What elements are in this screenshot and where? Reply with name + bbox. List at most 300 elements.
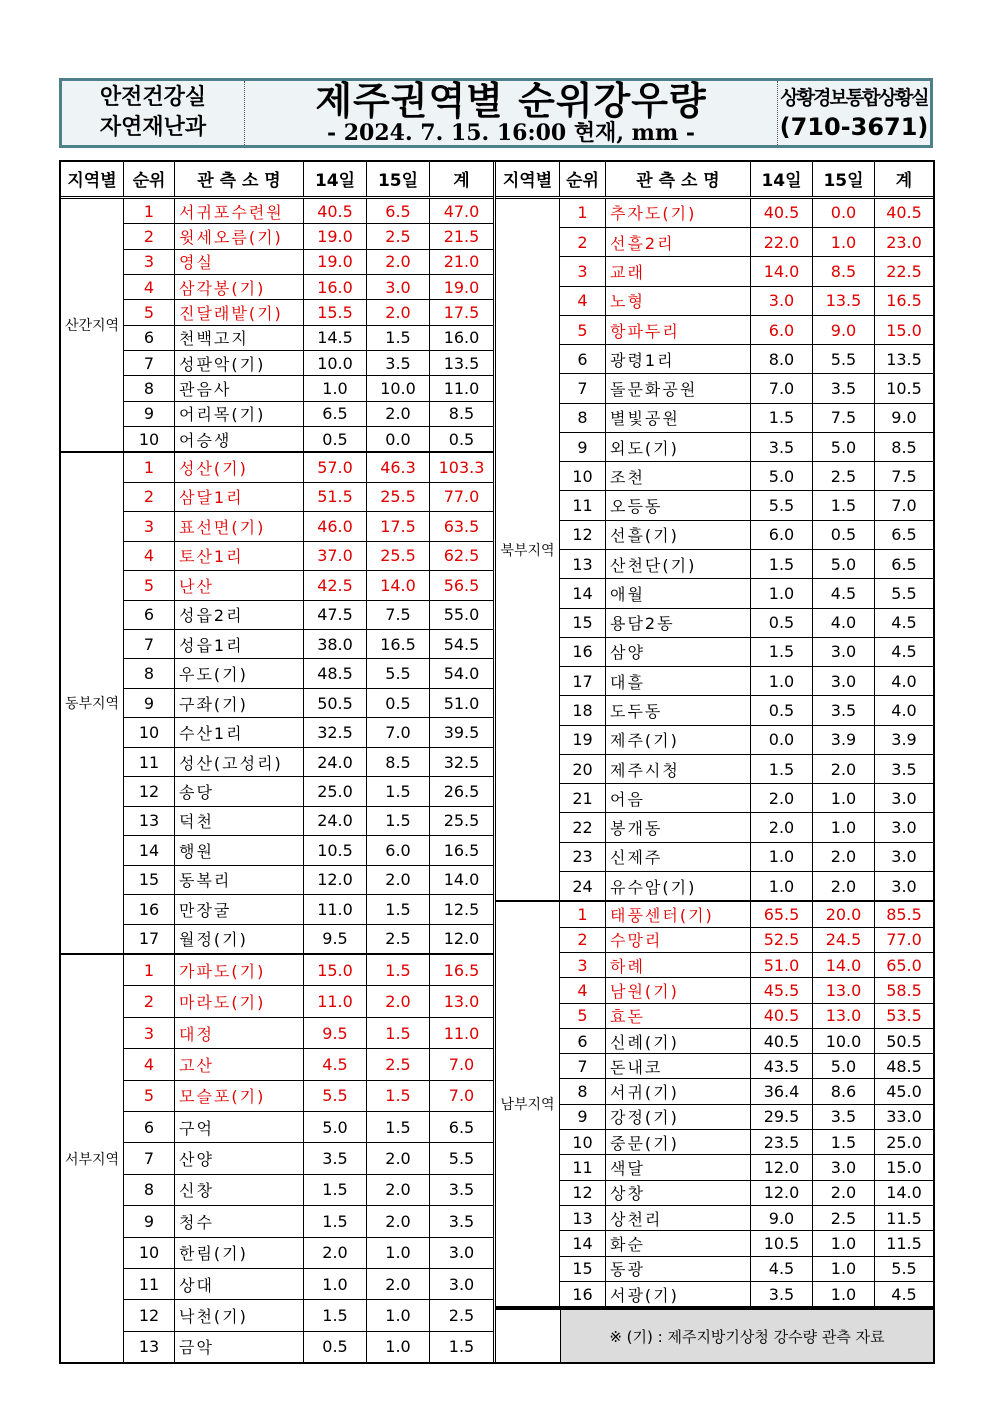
division-name: 자연재난과 bbox=[99, 115, 207, 140]
rank-cell: 12 bbox=[124, 777, 175, 805]
table-row bbox=[560, 257, 933, 286]
day14-cell: 48.5 bbox=[304, 659, 367, 687]
day15-cell: 2.0 bbox=[367, 1206, 430, 1236]
report-header bbox=[59, 78, 933, 148]
day14-cell: 38.0 bbox=[304, 630, 367, 658]
rank-cell: 17 bbox=[560, 667, 606, 695]
station-name-cell: 삼각봉(기) bbox=[175, 275, 304, 299]
station-name-cell: 제주시청 bbox=[606, 755, 751, 783]
region-rows bbox=[124, 199, 493, 451]
total-cell: 16.5 bbox=[443, 840, 480, 860]
rank-cell: 4 bbox=[124, 1049, 175, 1079]
station-name-cell: 한림(기) bbox=[175, 1238, 304, 1268]
station-name-cell: 제주(기) bbox=[606, 726, 751, 754]
table-header-row bbox=[61, 162, 493, 199]
day14-cell: 40.5 bbox=[751, 1004, 813, 1028]
table-row bbox=[560, 784, 933, 813]
table-row bbox=[560, 521, 933, 550]
total-cell: 56.5 bbox=[443, 575, 480, 595]
total-cell: 4.0 bbox=[891, 671, 917, 691]
table-row bbox=[124, 986, 493, 1017]
rank-cell: 4 bbox=[124, 542, 175, 570]
day14-cell: 1.0 bbox=[751, 872, 813, 900]
table-header-row bbox=[496, 162, 933, 199]
day14-cell: 23.5 bbox=[751, 1130, 813, 1154]
total-cell: 7.0 bbox=[891, 496, 917, 516]
table-row bbox=[560, 696, 933, 725]
total-cell: 25.5 bbox=[443, 811, 480, 831]
station-name-cell: 난산 bbox=[175, 571, 304, 599]
day14-cell: 6.0 bbox=[751, 521, 813, 549]
rank-cell: 21 bbox=[560, 784, 606, 812]
day14-cell: 12.0 bbox=[751, 1155, 813, 1179]
station-name-cell: 윗세오름(기) bbox=[175, 224, 304, 248]
day15-cell: 1.5 bbox=[367, 777, 430, 805]
total-cell: 85.5 bbox=[886, 904, 922, 924]
total-cell: 16.5 bbox=[886, 291, 922, 311]
day15-cell: 1.0 bbox=[813, 1231, 875, 1255]
total-cell: 4.0 bbox=[891, 700, 917, 720]
day14-cell: 3.5 bbox=[751, 1282, 813, 1306]
day14-cell: 4.5 bbox=[751, 1257, 813, 1281]
total-cell: 39.5 bbox=[443, 723, 480, 743]
rank-cell: 14 bbox=[124, 836, 175, 864]
table-row bbox=[560, 813, 933, 842]
station-name-cell: 구좌(기) bbox=[175, 689, 304, 717]
day15-cell: 13.5 bbox=[813, 287, 875, 315]
total-cell: 4.5 bbox=[891, 613, 917, 633]
table-row bbox=[124, 777, 493, 806]
total-cell: 58.5 bbox=[886, 980, 922, 1000]
rank-cell: 7 bbox=[124, 1143, 175, 1173]
day14-cell: 11.0 bbox=[304, 895, 367, 923]
station-name-cell: 행원 bbox=[175, 836, 304, 864]
day15-cell: 0.0 bbox=[813, 199, 875, 227]
day14-cell: 5.5 bbox=[751, 491, 813, 519]
rank-cell: 4 bbox=[560, 978, 606, 1002]
rank-cell: 6 bbox=[560, 1029, 606, 1053]
footnote-text: ※ (기) : 제주지방기상청 강수량 관측 자료 bbox=[561, 1310, 933, 1362]
column-header-region: 지역별 bbox=[61, 162, 124, 196]
day14-cell: 7.0 bbox=[751, 374, 813, 402]
table-row bbox=[124, 275, 493, 300]
department-block bbox=[62, 81, 245, 145]
rank-cell: 23 bbox=[560, 843, 606, 871]
table-row bbox=[560, 1079, 933, 1104]
phone-number: (710-3671) bbox=[779, 113, 929, 141]
station-name-cell: 만장굴 bbox=[175, 895, 304, 923]
day15-cell: 1.0 bbox=[367, 1238, 430, 1268]
table-row bbox=[560, 1155, 933, 1180]
station-name-cell: 삼양 bbox=[606, 638, 751, 666]
station-name-cell: 대정 bbox=[175, 1018, 304, 1048]
total-cell: 6.5 bbox=[448, 1117, 475, 1137]
day15-cell: 5.0 bbox=[813, 433, 875, 461]
table-row bbox=[560, 902, 933, 927]
rank-cell: 16 bbox=[124, 895, 175, 923]
day14-cell: 1.5 bbox=[751, 755, 813, 783]
total-cell: 3.9 bbox=[891, 730, 917, 750]
total-cell: 0.5 bbox=[448, 429, 475, 449]
station-name-cell: 오등동 bbox=[606, 491, 751, 519]
day15-cell: 3.0 bbox=[367, 275, 430, 299]
station-name-cell: 수산1리 bbox=[175, 718, 304, 746]
table-row bbox=[560, 228, 933, 257]
day15-cell: 1.5 bbox=[367, 1081, 430, 1111]
day14-cell: 15.0 bbox=[304, 955, 367, 985]
day15-cell: 1.0 bbox=[813, 784, 875, 812]
total-cell: 7.5 bbox=[891, 466, 917, 486]
rank-cell: 11 bbox=[560, 1155, 606, 1179]
station-name-cell: 신제주 bbox=[606, 843, 751, 871]
day14-cell: 46.0 bbox=[304, 512, 367, 540]
region-name: 남부지역 bbox=[496, 902, 560, 1306]
total-cell: 33.0 bbox=[886, 1107, 922, 1127]
rank-cell: 5 bbox=[560, 1004, 606, 1028]
day15-cell: 3.0 bbox=[813, 1155, 875, 1179]
day15-cell: 2.0 bbox=[367, 1143, 430, 1173]
total-cell: 15.0 bbox=[886, 320, 922, 340]
day15-cell: 46.3 bbox=[367, 453, 430, 481]
station-name-cell: 효돈 bbox=[606, 1004, 751, 1028]
day14-cell: 19.0 bbox=[304, 250, 367, 274]
day15-cell: 3.0 bbox=[813, 638, 875, 666]
rank-cell: 5 bbox=[124, 300, 175, 324]
day14-cell: 0.5 bbox=[304, 427, 367, 451]
table-row bbox=[560, 667, 933, 696]
region-group bbox=[61, 199, 493, 453]
total-cell: 40.5 bbox=[886, 203, 922, 223]
station-name-cell: 하례 bbox=[606, 953, 751, 977]
day15-cell: 0.5 bbox=[813, 521, 875, 549]
station-name-cell: 광령1리 bbox=[606, 345, 751, 373]
day14-cell: 15.5 bbox=[304, 300, 367, 324]
day14-cell: 37.0 bbox=[304, 542, 367, 570]
table-row bbox=[124, 512, 493, 541]
column-header-rank: 순위 bbox=[560, 162, 606, 196]
station-name-cell: 서귀포수련원 bbox=[175, 199, 304, 223]
station-name-cell: 돈내코 bbox=[606, 1054, 751, 1078]
table-row bbox=[560, 1054, 933, 1079]
title-block bbox=[245, 81, 778, 145]
rank-cell: 5 bbox=[560, 316, 606, 344]
table-row bbox=[124, 1018, 493, 1049]
day14-cell: 29.5 bbox=[751, 1105, 813, 1129]
total-cell: 6.5 bbox=[891, 525, 917, 545]
station-name-cell: 성산(고성리) bbox=[175, 748, 304, 776]
table-row bbox=[560, 287, 933, 316]
day15-cell: 2.5 bbox=[367, 224, 430, 248]
day14-cell: 2.0 bbox=[751, 813, 813, 841]
total-cell: 77.0 bbox=[443, 487, 480, 507]
day15-cell: 6.0 bbox=[367, 836, 430, 864]
day14-cell: 50.5 bbox=[304, 689, 367, 717]
station-name-cell: 천백고지 bbox=[175, 326, 304, 350]
table-row bbox=[560, 872, 933, 900]
day14-cell: 1.5 bbox=[751, 404, 813, 432]
rank-cell: 11 bbox=[124, 748, 175, 776]
table-row bbox=[560, 491, 933, 520]
rank-cell: 10 bbox=[124, 1238, 175, 1268]
table-row bbox=[124, 351, 493, 376]
table-row bbox=[560, 1231, 933, 1256]
day15-cell: 2.0 bbox=[367, 1175, 430, 1205]
table-row bbox=[124, 571, 493, 600]
total-cell: 77.0 bbox=[886, 930, 922, 950]
total-cell: 11.5 bbox=[886, 1234, 922, 1254]
day15-cell: 2.0 bbox=[367, 1269, 430, 1299]
station-name-cell: 토산1리 bbox=[175, 542, 304, 570]
table-row bbox=[560, 345, 933, 374]
day15-cell: 2.5 bbox=[813, 462, 875, 490]
station-name-cell: 화순 bbox=[606, 1231, 751, 1255]
day15-cell: 25.5 bbox=[367, 483, 430, 511]
column-header-day14: 14일 bbox=[304, 162, 367, 196]
day14-cell: 5.5 bbox=[304, 1081, 367, 1111]
table-row bbox=[124, 1238, 493, 1269]
table-row bbox=[124, 250, 493, 275]
station-name-cell: 모슬포(기) bbox=[175, 1081, 304, 1111]
day14-cell: 42.5 bbox=[304, 571, 367, 599]
day15-cell: 1.5 bbox=[367, 326, 430, 350]
total-cell: 13.5 bbox=[443, 353, 480, 373]
total-cell: 21.5 bbox=[443, 226, 480, 246]
table-row bbox=[124, 376, 493, 401]
column-header-day14: 14일 bbox=[751, 162, 813, 196]
report-title: 제주권역별 순위강우량 bbox=[315, 79, 707, 123]
day15-cell: 2.0 bbox=[367, 986, 430, 1016]
rank-cell: 13 bbox=[560, 550, 606, 578]
day15-cell: 3.5 bbox=[367, 351, 430, 375]
table-row bbox=[124, 1332, 493, 1362]
total-cell: 53.5 bbox=[886, 1006, 922, 1026]
station-name-cell: 낙천(기) bbox=[175, 1300, 304, 1330]
day15-cell: 1.5 bbox=[367, 1018, 430, 1048]
total-cell: 22.5 bbox=[886, 261, 922, 281]
rank-cell: 12 bbox=[560, 521, 606, 549]
total-cell: 23.0 bbox=[886, 232, 922, 252]
total-cell: 3.0 bbox=[448, 1274, 475, 1294]
total-cell: 13.5 bbox=[886, 349, 922, 369]
station-name-cell: 송당 bbox=[175, 777, 304, 805]
day15-cell: 5.5 bbox=[813, 345, 875, 373]
total-cell: 51.0 bbox=[443, 693, 480, 713]
table-row bbox=[560, 978, 933, 1003]
station-name-cell: 추자도(기) bbox=[606, 199, 751, 227]
station-name-cell: 성판악(기) bbox=[175, 351, 304, 375]
day15-cell: 3.9 bbox=[813, 726, 875, 754]
station-name-cell: 태풍센터(기) bbox=[606, 902, 751, 926]
day14-cell: 25.0 bbox=[304, 777, 367, 805]
day14-cell: 3.5 bbox=[304, 1143, 367, 1173]
day14-cell: 52.5 bbox=[751, 928, 813, 952]
table-row bbox=[560, 638, 933, 667]
table-row bbox=[124, 748, 493, 777]
day15-cell: 2.0 bbox=[367, 866, 430, 894]
total-cell: 11.0 bbox=[443, 1023, 480, 1043]
rank-cell: 3 bbox=[124, 250, 175, 274]
rank-cell: 17 bbox=[124, 925, 175, 953]
table-row bbox=[124, 453, 493, 482]
rank-cell: 20 bbox=[560, 755, 606, 783]
station-name-cell: 색달 bbox=[606, 1155, 751, 1179]
station-name-cell: 외도(기) bbox=[606, 433, 751, 461]
day14-cell: 10.0 bbox=[304, 351, 367, 375]
day15-cell: 20.0 bbox=[813, 902, 875, 926]
day15-cell: 13.0 bbox=[813, 1004, 875, 1028]
region-group bbox=[61, 955, 493, 1362]
rank-cell: 2 bbox=[124, 483, 175, 511]
rank-cell: 2 bbox=[124, 224, 175, 248]
day14-cell: 51.0 bbox=[751, 953, 813, 977]
table-row bbox=[124, 718, 493, 747]
station-name-cell: 어승생 bbox=[175, 427, 304, 451]
station-name-cell: 중문(기) bbox=[606, 1130, 751, 1154]
day15-cell: 14.0 bbox=[367, 571, 430, 599]
total-cell: 8.5 bbox=[448, 404, 475, 424]
total-cell: 4.5 bbox=[891, 1284, 917, 1304]
table-row bbox=[124, 807, 493, 836]
rank-cell: 12 bbox=[124, 1300, 175, 1330]
rank-cell: 1 bbox=[560, 902, 606, 926]
total-cell: 62.5 bbox=[443, 546, 480, 566]
station-name-cell: 금악 bbox=[175, 1332, 304, 1362]
station-name-cell: 신례(기) bbox=[606, 1029, 751, 1053]
total-cell: 54.5 bbox=[443, 634, 480, 654]
day14-cell: 11.0 bbox=[304, 986, 367, 1016]
station-name-cell: 동복리 bbox=[175, 866, 304, 894]
day15-cell: 8.5 bbox=[367, 748, 430, 776]
region-name: 산간지역 bbox=[61, 199, 124, 451]
total-cell: 32.5 bbox=[443, 752, 480, 772]
rank-cell: 8 bbox=[560, 404, 606, 432]
day14-cell: 6.5 bbox=[304, 402, 367, 426]
day15-cell: 14.0 bbox=[813, 953, 875, 977]
station-name-cell: 동광 bbox=[606, 1257, 751, 1281]
rank-cell: 1 bbox=[124, 453, 175, 481]
rank-cell: 10 bbox=[560, 1130, 606, 1154]
day15-cell: 2.5 bbox=[813, 1206, 875, 1230]
day15-cell: 1.0 bbox=[813, 1282, 875, 1306]
rank-cell: 2 bbox=[124, 986, 175, 1016]
day15-cell: 8.6 bbox=[813, 1079, 875, 1103]
rank-cell: 15 bbox=[560, 609, 606, 637]
total-cell: 19.0 bbox=[443, 277, 480, 297]
table-row bbox=[560, 462, 933, 491]
column-header-rank: 순위 bbox=[124, 162, 175, 196]
day15-cell: 1.5 bbox=[367, 955, 430, 985]
rank-cell: 8 bbox=[124, 659, 175, 687]
rainfall-table bbox=[59, 160, 935, 1364]
day15-cell: 2.0 bbox=[367, 250, 430, 274]
day14-cell: 12.0 bbox=[751, 1181, 813, 1205]
day15-cell: 16.5 bbox=[367, 630, 430, 658]
day15-cell: 1.0 bbox=[813, 1257, 875, 1281]
station-name-cell: 강정(기) bbox=[606, 1105, 751, 1129]
day14-cell: 6.0 bbox=[751, 316, 813, 344]
table-row bbox=[124, 427, 493, 451]
station-name-cell: 성산(기) bbox=[175, 453, 304, 481]
total-cell: 3.5 bbox=[891, 759, 917, 779]
day14-cell: 24.0 bbox=[304, 748, 367, 776]
day14-cell: 65.5 bbox=[751, 902, 813, 926]
total-cell: 3.0 bbox=[891, 876, 917, 896]
day15-cell: 10.0 bbox=[813, 1029, 875, 1053]
station-name-cell: 진달래밭(기) bbox=[175, 300, 304, 324]
table-row bbox=[560, 1105, 933, 1130]
rank-cell: 4 bbox=[124, 275, 175, 299]
rank-cell: 6 bbox=[124, 601, 175, 629]
rank-cell: 10 bbox=[124, 718, 175, 746]
day15-cell: 2.0 bbox=[367, 402, 430, 426]
station-name-cell: 상대 bbox=[175, 1269, 304, 1299]
footnote-row bbox=[496, 1308, 933, 1362]
report-subtitle: - 2024. 7. 15. 16:00 현재, mm - bbox=[326, 120, 696, 146]
day14-cell: 1.5 bbox=[751, 550, 813, 578]
rank-cell: 15 bbox=[560, 1257, 606, 1281]
station-name-cell: 관음사 bbox=[175, 376, 304, 400]
table-row bbox=[560, 1004, 933, 1029]
station-name-cell: 조천 bbox=[606, 462, 751, 490]
rank-cell: 16 bbox=[560, 1282, 606, 1306]
rank-cell: 14 bbox=[560, 579, 606, 607]
day15-cell: 5.0 bbox=[813, 550, 875, 578]
department-name: 안전건강실 bbox=[99, 85, 207, 110]
day14-cell: 1.0 bbox=[304, 1269, 367, 1299]
table-row bbox=[124, 925, 493, 953]
station-name-cell: 청수 bbox=[175, 1206, 304, 1236]
day14-cell: 2.0 bbox=[304, 1238, 367, 1268]
table-row bbox=[560, 316, 933, 345]
day14-cell: 1.5 bbox=[304, 1175, 367, 1205]
total-cell: 7.0 bbox=[448, 1054, 475, 1074]
total-cell: 48.5 bbox=[886, 1056, 922, 1076]
table-row bbox=[560, 199, 933, 228]
day15-cell: 0.5 bbox=[367, 689, 430, 717]
station-name-cell: 선흘2리 bbox=[606, 228, 751, 256]
rank-cell: 10 bbox=[124, 427, 175, 451]
day14-cell: 0.5 bbox=[304, 1332, 367, 1362]
day14-cell: 10.5 bbox=[304, 836, 367, 864]
station-name-cell: 상창 bbox=[606, 1181, 751, 1205]
station-name-cell: 애월 bbox=[606, 579, 751, 607]
day15-cell: 1.0 bbox=[813, 813, 875, 841]
rank-cell: 9 bbox=[124, 1206, 175, 1236]
region-rows bbox=[560, 902, 933, 1306]
region-group bbox=[496, 902, 933, 1308]
rank-cell: 24 bbox=[560, 872, 606, 900]
region-rows bbox=[124, 955, 493, 1362]
rank-cell: 15 bbox=[124, 866, 175, 894]
region-group bbox=[496, 199, 933, 902]
day15-cell: 25.5 bbox=[367, 542, 430, 570]
rank-cell: 3 bbox=[124, 1018, 175, 1048]
table-row bbox=[124, 659, 493, 688]
day15-cell: 2.0 bbox=[813, 843, 875, 871]
table-row bbox=[560, 550, 933, 579]
day15-cell: 3.5 bbox=[813, 696, 875, 724]
day14-cell: 0.0 bbox=[751, 726, 813, 754]
station-name-cell: 영실 bbox=[175, 250, 304, 274]
table-row bbox=[124, 630, 493, 659]
table-row bbox=[560, 726, 933, 755]
day15-cell: 7.5 bbox=[813, 404, 875, 432]
table-row bbox=[124, 866, 493, 895]
total-cell: 3.5 bbox=[448, 1180, 475, 1200]
column-header-station: 관 측 소 명 bbox=[175, 162, 304, 196]
region-name: 북부지역 bbox=[496, 199, 560, 900]
table-row bbox=[124, 199, 493, 224]
